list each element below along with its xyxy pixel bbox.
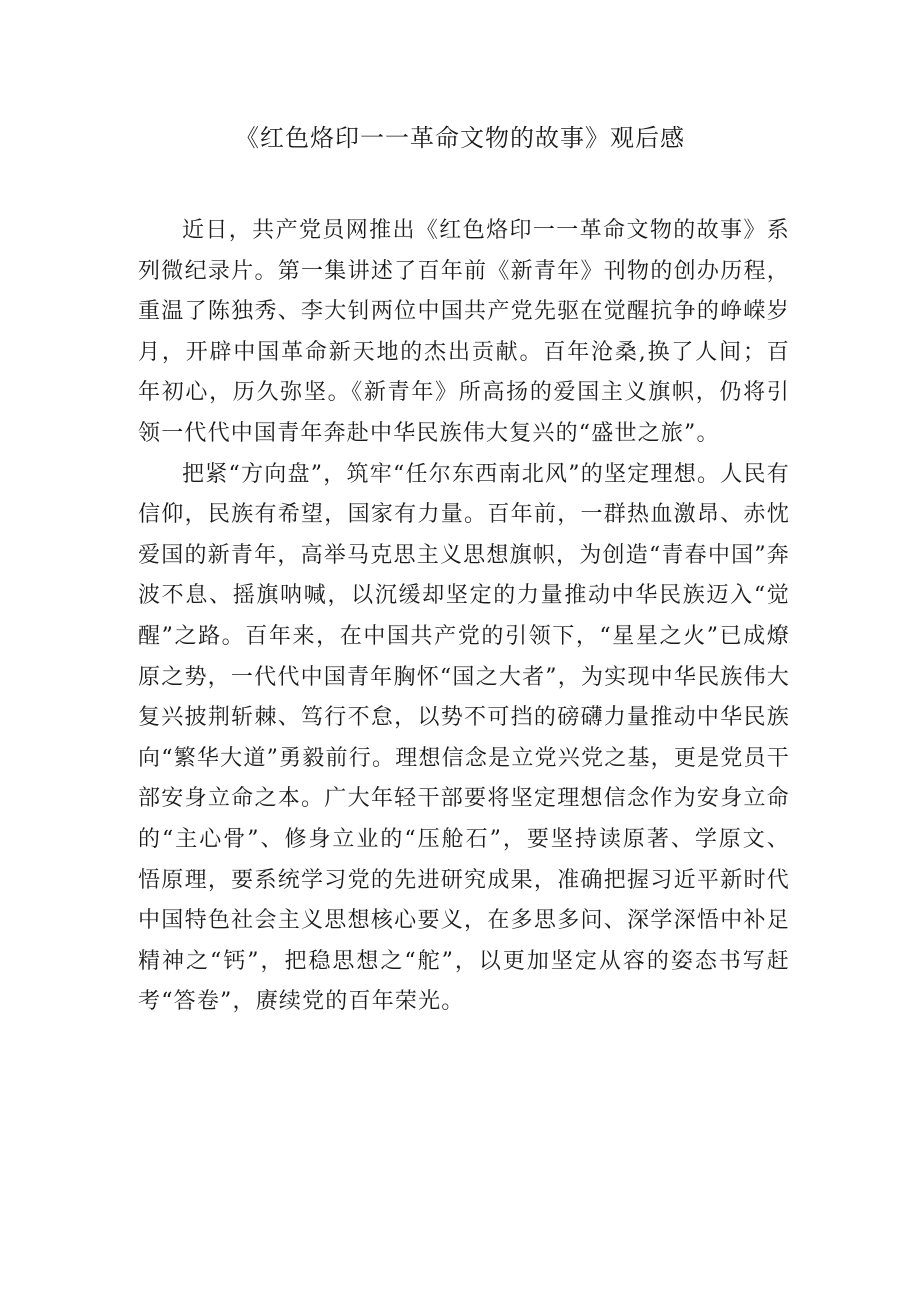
document-title: 《红色烙印一一革命文物的故事》观后感: [235, 124, 685, 152]
paragraph-1: 近日，共产党员网推出《红色烙印一一革命文物的故事》系列微纪录片。第一集讲述了百年前《新青年》刊物的创办历程，重温了陈独秀、李大钊两位中国共产党先驱在觉醒抗争的峥嵘岁月，开辟中国革命新天地的杰出贡献。百年沧桑,换了人间；百年初心，历久弥坚。《新青年》所高扬的爱国主义旗帜，仍将引领一代代中国青年奔赴中华民族伟大复兴的“盛世之旅”。: [138, 218, 790, 446]
paragraph-2: 把紧“方向盘”，筑牢“任尔东西南北风”的坚定理想。人民有信仰，民族有希望，国家有力量。百年前，一群热血激昂、赤忱爱国的新青年，高举马克思主义思想旗帜，为创造“青春中国”奔波不息、摇旗呐喊，以沉缓却坚定的力量推动中华民族迈入“觉醒”之路。百年来，在中国共产党的引领下，“星星之火”已成燎原之势，一代代中国青年胸怀“国之大者”，为实现中华民族伟大复兴披荆斩棘、笃行不怠，以势不可挡的磅礴力量推动中华民族向“繁华大道”勇毅前行。理想信念是立党兴党之基，更是党员干部安身立命之本。广大年轻干部要将坚定理想信念作为安身立命的“主心骨”、修身立业的“压舱石”，要坚持读原著、学原文、悟原理，要系统学习党的先进研究成果，准确把握习近平新时代中国特色社会主义思想核心要义，在多思多问、深学深悟中补足精神之“钙”，把稳思想之“舵”，以更加坚定从容的姿态书写赶考“答卷”，赓续党的百年荣光。: [138, 461, 790, 1015]
document-body: [138, 211, 790, 1023]
